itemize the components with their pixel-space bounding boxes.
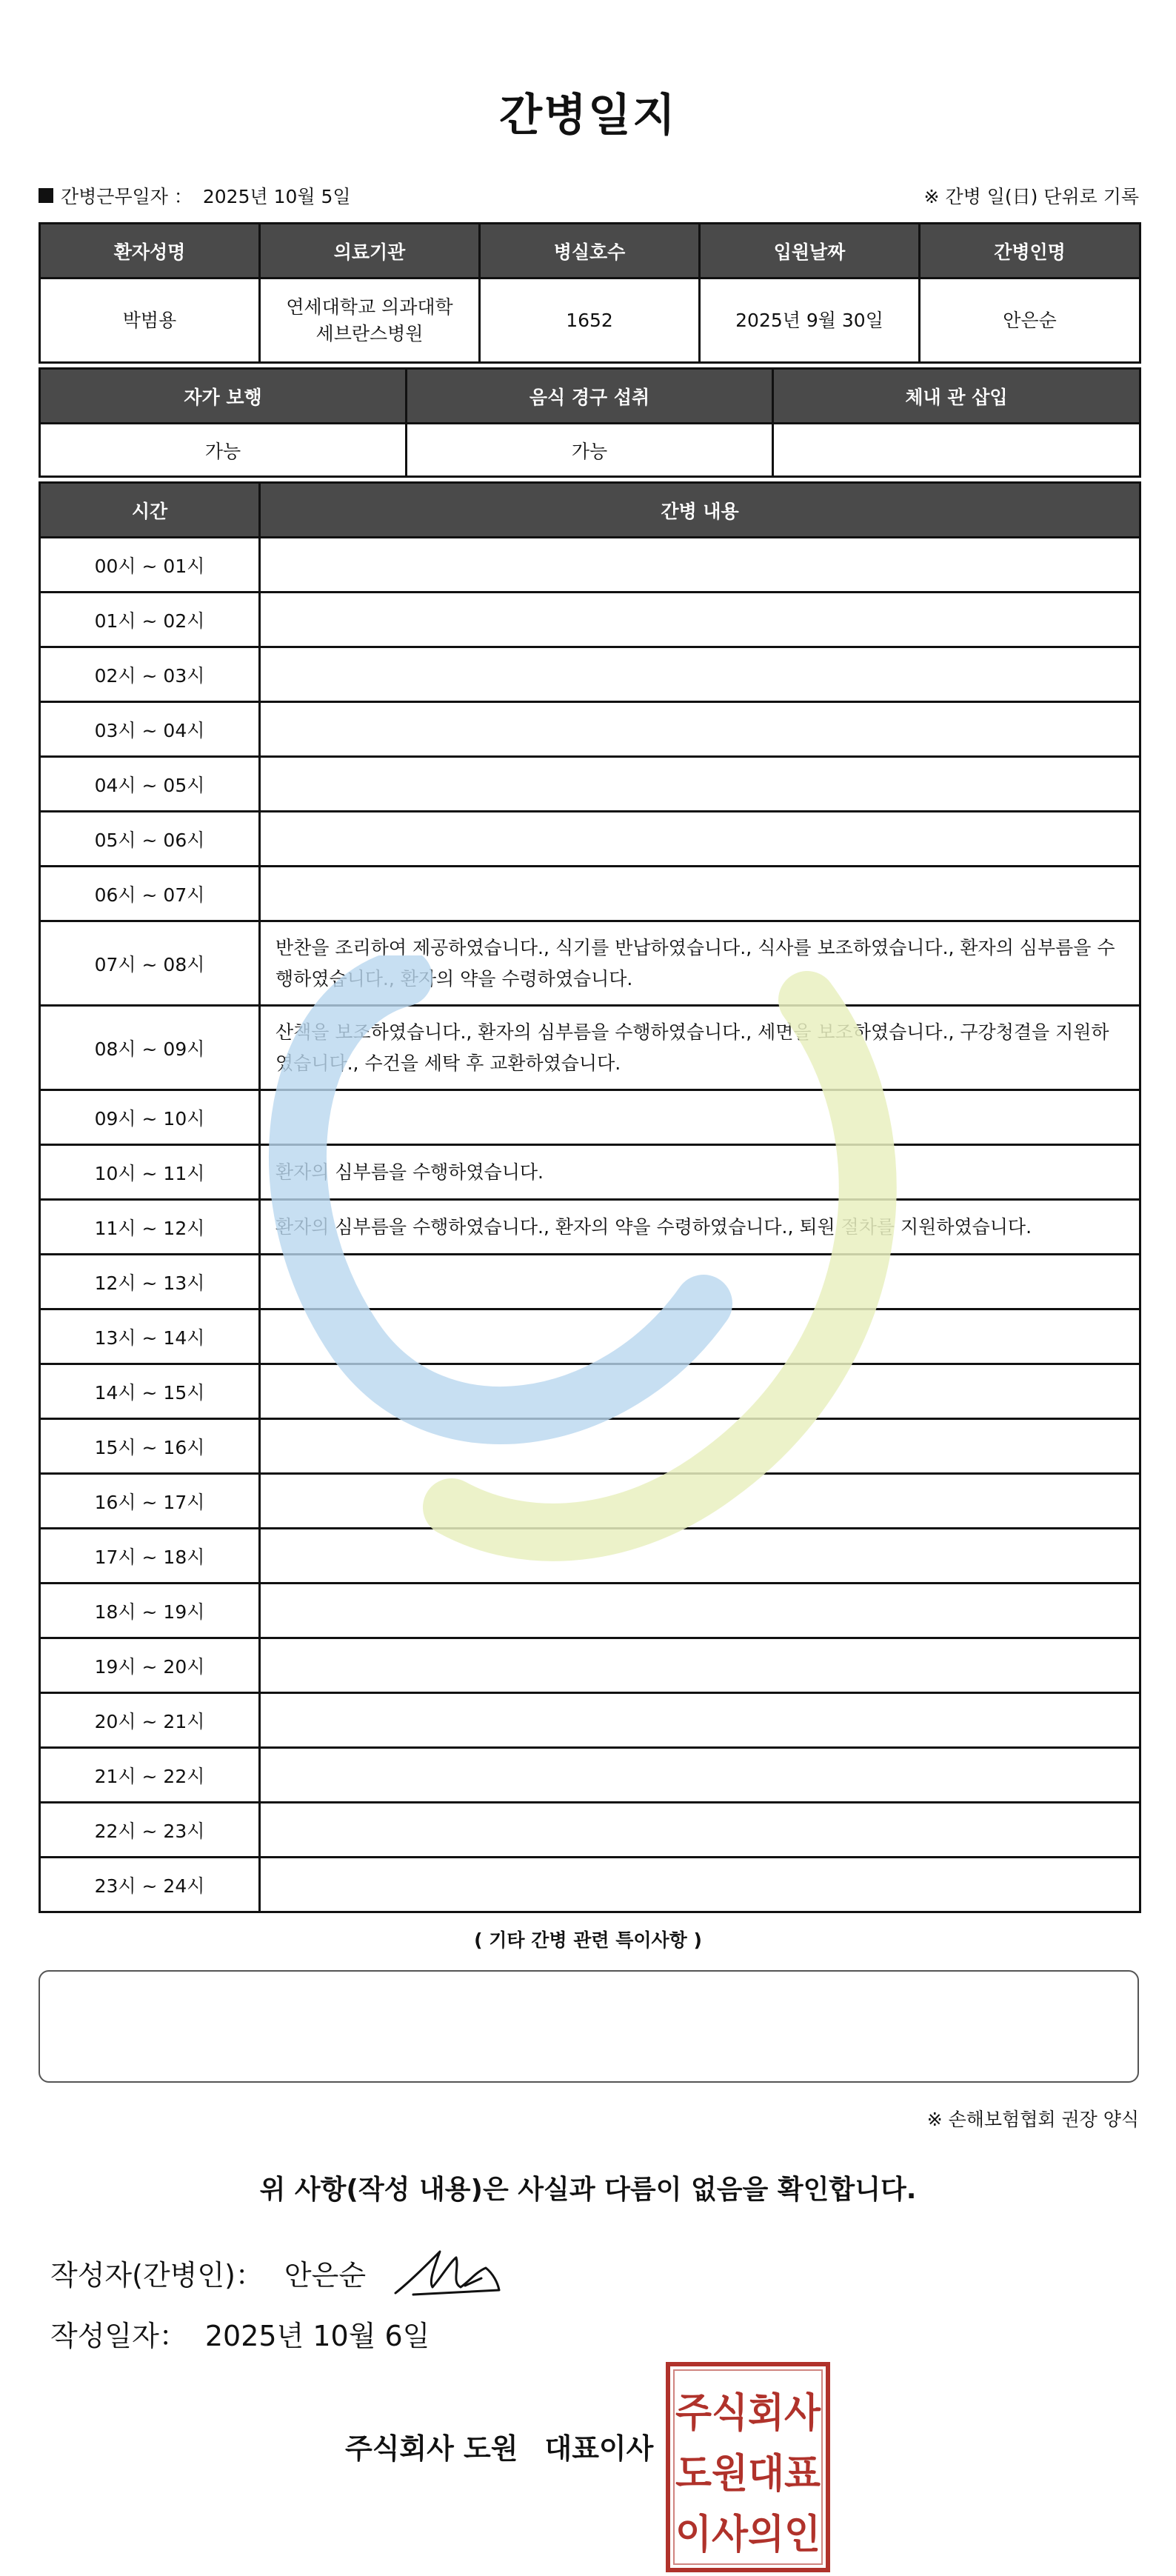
table-row	[40, 1006, 1140, 1090]
other-notes-box	[39, 1970, 1139, 2083]
table-row	[40, 1309, 1140, 1364]
content-cell	[260, 1090, 1140, 1145]
time-cell: 06시 ~ 07시	[40, 867, 260, 921]
table-row	[40, 867, 1140, 921]
content-cell	[260, 647, 1140, 702]
table-row	[40, 593, 1140, 647]
time-cell: 20시 ~ 21시	[40, 1693, 260, 1748]
table-row	[40, 757, 1140, 812]
written-date-label: 작성일자：	[50, 2319, 187, 2352]
hospital-line-1: 연세대학교 의과대학	[286, 296, 453, 318]
time-cell: 18시 ~ 19시	[40, 1584, 260, 1638]
content-cell	[260, 1748, 1140, 1803]
company-name: 주식회사 도원	[345, 2432, 518, 2465]
table-row	[40, 1255, 1140, 1309]
other-notes-title: ( 기타 간병 관련 특이사항 )	[474, 1929, 702, 1951]
content-cell	[260, 1419, 1140, 1474]
written-date-row	[50, 2311, 430, 2355]
time-cell: 05시 ~ 06시	[40, 812, 260, 867]
ceo-title: 대표이사	[544, 2432, 654, 2465]
time-cell: 22시 ~ 23시	[40, 1803, 260, 1858]
table-row	[40, 921, 1140, 1006]
header-room: 병실호수	[480, 224, 700, 278]
content-cell	[260, 1255, 1140, 1309]
content-cell	[260, 1858, 1140, 1912]
content-cell	[260, 1803, 1140, 1858]
content-cell	[260, 1474, 1140, 1529]
time-cell: 01시 ~ 02시	[40, 593, 260, 647]
content-cell	[260, 1584, 1140, 1638]
table-row	[40, 1145, 1140, 1200]
table-row	[40, 1693, 1140, 1748]
content-cell	[260, 1693, 1140, 1748]
admission-date: 2025년 9월 30일	[700, 278, 920, 363]
hospital-line-2: 세브란스병원	[315, 322, 424, 344]
writer-name: 안은순	[284, 2258, 367, 2292]
table-row	[40, 647, 1140, 702]
unit-note: ※ 간병 일(日) 단위로 기록	[923, 186, 1139, 207]
written-date-value: 2025년 10월 6일	[204, 2319, 430, 2352]
table-row	[40, 1090, 1140, 1145]
document-title: 간병일지	[499, 90, 677, 141]
header-care-content: 간병 내용	[260, 483, 1140, 538]
content-cell	[260, 593, 1140, 647]
table-row	[40, 1858, 1140, 1912]
meta-row	[39, 182, 1139, 212]
tube-insertion-value	[773, 424, 1140, 477]
table-row	[40, 1748, 1140, 1803]
time-cell: 08시 ~ 09시	[40, 1006, 260, 1090]
patient-info-table	[39, 222, 1141, 364]
square-bullet-icon	[39, 188, 53, 203]
caregiver-name: 안은순	[920, 278, 1140, 363]
patient-name: 박범용	[40, 278, 260, 363]
content-cell: 산책을 보조하였습니다., 환자의 심부름을 수행하였습니다., 세면을 보조하였습니다., 구강청결을 지원하였습니다., 수건을 세탁 후 교환하였습니다.	[260, 1006, 1140, 1090]
work-date-value: 2025년 10월 5일	[202, 186, 351, 207]
time-cell: 02시 ~ 03시	[40, 647, 260, 702]
company-signature	[345, 2426, 653, 2466]
time-cell: 15시 ~ 16시	[40, 1419, 260, 1474]
content-cell	[260, 757, 1140, 812]
content-cell	[260, 1529, 1140, 1584]
time-cell: 16시 ~ 17시	[40, 1474, 260, 1529]
content-cell	[260, 1638, 1140, 1693]
header-caregiver: 간병인명	[920, 224, 1140, 278]
svg-text:이사의인: 이사의인	[675, 2511, 821, 2557]
content-cell: 환자의 심부름을 수행하였습니다.	[260, 1145, 1140, 1200]
table-row	[40, 1474, 1140, 1529]
table-row	[40, 1803, 1140, 1858]
time-cell: 23시 ~ 24시	[40, 1858, 260, 1912]
table-row	[40, 702, 1140, 757]
table-row	[40, 538, 1140, 593]
time-cell: 04시 ~ 05시	[40, 757, 260, 812]
time-cell: 19시 ~ 20시	[40, 1638, 260, 1693]
time-cell: 07시 ~ 08시	[40, 921, 260, 1006]
table-row	[40, 812, 1140, 867]
time-cell: 11시 ~ 12시	[40, 1200, 260, 1255]
room-number: 1652	[480, 278, 700, 363]
header-patient-name: 환자성명	[40, 224, 260, 278]
confirm-statement: 위 사항(작성 내용)은 사실과 다름이 없음을 확인합니다.	[259, 2175, 917, 2205]
table-row	[40, 1200, 1140, 1255]
oral-intake-value: 가능	[407, 424, 773, 477]
header-self-walking: 자가 보행	[40, 369, 407, 424]
time-cell: 17시 ~ 18시	[40, 1529, 260, 1584]
time-cell: 14시 ~ 15시	[40, 1364, 260, 1419]
recommend-note: ※ 손해보험협회 권장 양식	[926, 2109, 1139, 2130]
table-row	[40, 1584, 1140, 1638]
signature-image	[388, 2243, 507, 2302]
time-cell: 12시 ~ 13시	[40, 1255, 260, 1309]
table-row	[40, 1529, 1140, 1584]
company-seal	[665, 2361, 831, 2573]
self-walking-value: 가능	[40, 424, 407, 477]
table-row	[40, 1638, 1140, 1693]
content-cell	[260, 538, 1140, 593]
time-cell: 00시 ~ 01시	[40, 538, 260, 593]
work-date-label: 간병근무일자 ：	[61, 186, 193, 207]
time-cell: 13시 ~ 14시	[40, 1309, 260, 1364]
svg-text:도원대표: 도원대표	[675, 2450, 821, 2497]
content-cell	[260, 867, 1140, 921]
time-cell: 21시 ~ 22시	[40, 1748, 260, 1803]
header-time: 시간	[40, 483, 260, 538]
work-date	[39, 182, 351, 209]
header-oral-intake: 음식 경구 섭취	[407, 369, 773, 424]
writer-label: 작성자(간병인)：	[50, 2258, 264, 2292]
writer-row	[50, 2250, 507, 2295]
svg-text:주식회사: 주식회사	[675, 2389, 821, 2436]
time-cell: 03시 ~ 04시	[40, 702, 260, 757]
table-row	[40, 1419, 1140, 1474]
care-log-table	[39, 481, 1141, 1913]
table-row	[40, 1364, 1140, 1419]
patient-status-table	[39, 367, 1141, 478]
time-cell: 10시 ~ 11시	[40, 1145, 260, 1200]
header-hospital: 의료기관	[260, 224, 480, 278]
header-tube-insertion: 체내 관 삽입	[773, 369, 1140, 424]
content-cell	[260, 702, 1140, 757]
hospital	[260, 278, 480, 363]
content-cell	[260, 1364, 1140, 1419]
content-cell	[260, 812, 1140, 867]
content-cell	[260, 1309, 1140, 1364]
content-cell: 환자의 심부름을 수행하였습니다., 환자의 약을 수령하였습니다., 퇴원 절차를 지원하였습니다.	[260, 1200, 1140, 1255]
content-cell: 반찬을 조리하여 제공하였습니다., 식기를 반납하였습니다., 식사를 보조하였습니다., 환자의 심부름을 수행하였습니다., 환자의 약을 수령하였습니다.	[260, 921, 1140, 1006]
header-admission-date: 입원날짜	[700, 224, 920, 278]
time-cell: 09시 ~ 10시	[40, 1090, 260, 1145]
